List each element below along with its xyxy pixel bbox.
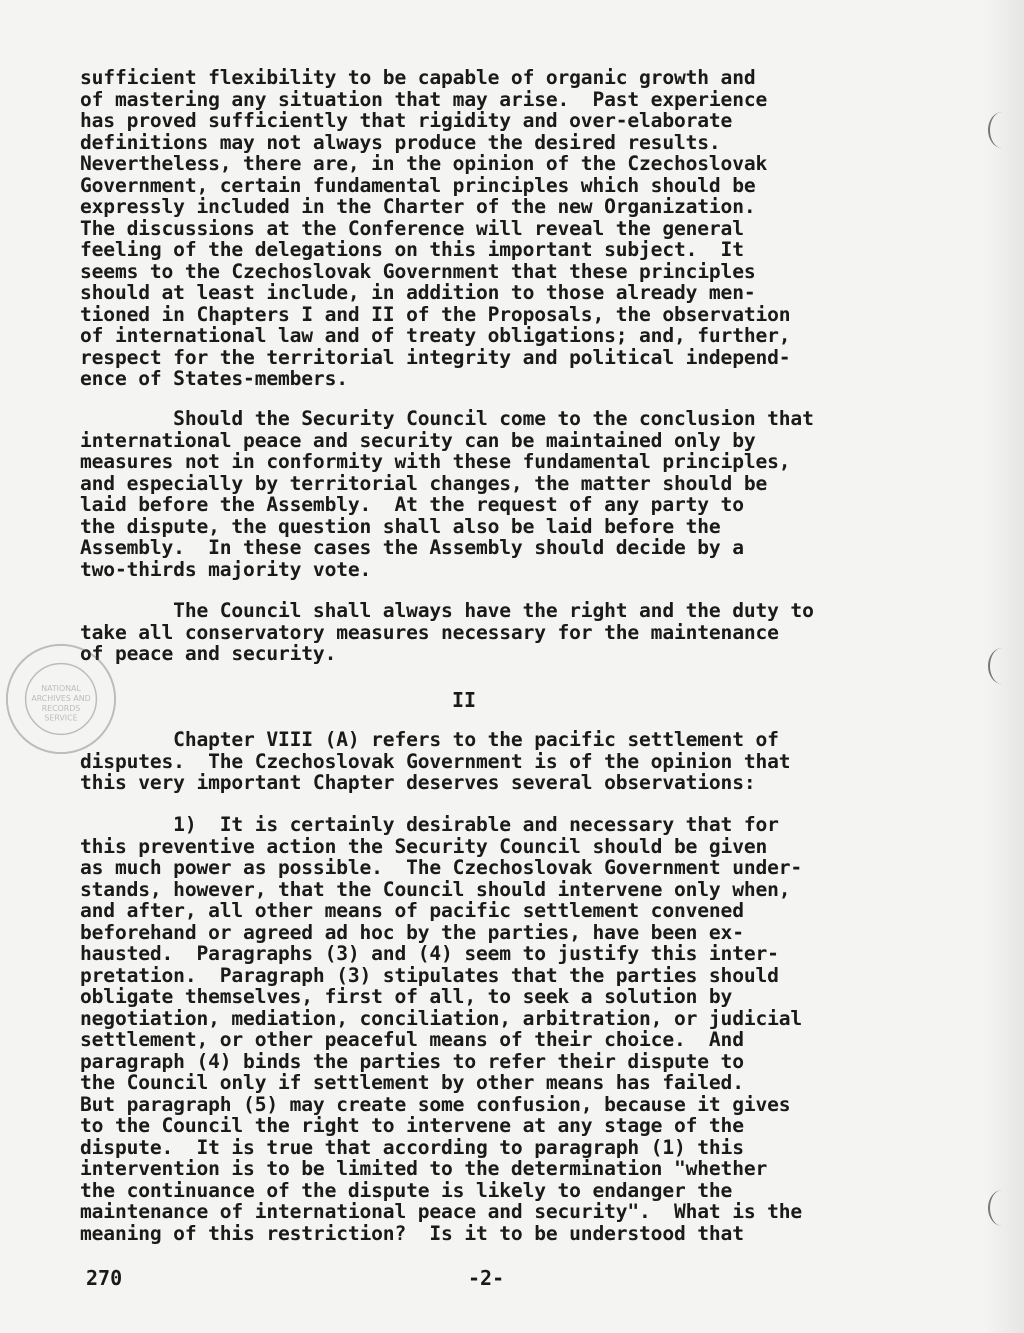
binder-hole-icon <box>988 1190 1016 1226</box>
paragraph-3 <box>80 600 900 665</box>
text-line: feeling of the delegations on this important subject. It <box>80 238 744 261</box>
text-line: Government, certain fundamental principles which should be <box>80 173 756 197</box>
text-line: seems to the Czechoslovak Government that these principles <box>80 259 756 283</box>
text-line: of peace and security. <box>80 642 337 665</box>
text-line: and after, all other means of pacific settlement convened <box>80 899 744 922</box>
text-line: meaning of this restriction? Is it to be understood that <box>80 1221 744 1245</box>
text-line: But paragraph (5) may create some confusion, because it gives <box>80 1092 791 1116</box>
text-line: expressly included in the Charter of the new Organization. <box>80 195 756 218</box>
text-line: international peace and security can be maintained only by <box>80 428 756 452</box>
text-line: stands, however, that the Council should intervene only when, <box>80 877 791 901</box>
text-line: Assembly. In these cases the Assembly should decide by a <box>80 536 744 559</box>
svg-text:ARCHIVES AND: ARCHIVES AND <box>31 693 91 703</box>
text-line: the dispute, the question shall also be laid before the <box>80 514 721 538</box>
text-line: laid before the Assembly. At the request of any party to <box>80 493 744 516</box>
text-line: Chapter VIII (A) refers to the pacific settlement of <box>80 728 779 751</box>
text-line: the Council only if settlement by other means has failed. <box>80 1071 744 1094</box>
paragraph-2 <box>80 408 900 580</box>
text-line: of international law and of treaty obligations; and, further, <box>80 324 791 347</box>
text-line: Nevertheless, there are, in the opinion of the Czechoslovak <box>80 152 768 175</box>
text-line: respect for the territorial integrity and political independ- <box>80 345 791 369</box>
text-line: has proved sufficiently that rigidity and over-elaborate <box>80 109 733 132</box>
text-line: intervention is to be limited to the determination "whether <box>80 1157 768 1180</box>
footer-page-number: -2- <box>468 1266 505 1290</box>
text-line: of mastering any situation that may arise. Past experience <box>80 87 768 111</box>
text-line: paragraph (4) binds the parties to refer their dispute to <box>80 1049 744 1073</box>
binder-hole-icon <box>988 648 1016 684</box>
text-line: this preventive action the Security Council should be given <box>80 834 768 858</box>
text-line: beforehand or agreed ad hoc by the parties, have been ex- <box>80 920 744 944</box>
text-line: measures not in conformity with these fundamental principles, <box>80 450 791 473</box>
text-line: take all conservatory measures necessary for the maintenance <box>80 620 779 644</box>
text-line: obligate themselves, first of all, to seek a solution by <box>80 985 733 1008</box>
text-line: 1) It is certainly desirable and necessary that for <box>80 813 779 836</box>
text-line: tioned in Chapters I and II of the Proposals, the observation <box>80 302 791 326</box>
binder-hole-icon <box>988 112 1016 148</box>
text-line: negotiation, mediation, conciliation, arbitration, or judicial <box>80 1006 803 1030</box>
text-line: definitions may not always produce the desired results. <box>80 130 721 154</box>
text-line: The discussions at the Conference will reveal the general <box>80 216 744 240</box>
text-line: and especially by territorial changes, the matter should be <box>80 471 768 495</box>
text-line: disputes. The Czechoslovak Government is of the opinion that <box>80 749 791 773</box>
paragraph-1 <box>80 67 900 390</box>
text-line: to the Council the right to intervene at any stage of the <box>80 1114 744 1137</box>
text-line: should at least include, in addition to those already men- <box>80 281 756 304</box>
text-line: this very important Chapter deserves several observations: <box>80 771 756 794</box>
paragraph-5 <box>80 814 900 1244</box>
section-heading: II <box>452 688 477 712</box>
paragraph-4 <box>80 729 900 794</box>
text-line: maintenance of international peace and security". What is the <box>80 1200 803 1223</box>
text-line: Should the Security Council come to the conclusion that <box>80 407 814 430</box>
svg-text:NATIONAL: NATIONAL <box>41 684 81 694</box>
text-line: pretation. Paragraph (3) stipulates that the parties should <box>80 963 779 987</box>
archive-stamp-icon <box>2 640 120 758</box>
svg-text:SERVICE: SERVICE <box>44 713 78 723</box>
text-line: settlement, or other peaceful means of their choice. And <box>80 1028 744 1051</box>
text-line: two-thirds majority vote. <box>80 557 372 581</box>
text-line: the continuance of the dispute is likely to endanger the <box>80 1178 733 1202</box>
text-line: ence of States-members. <box>80 367 348 390</box>
text-line: as much power as possible. The Czechoslovak Government under- <box>80 856 803 879</box>
svg-text:RECORDS: RECORDS <box>41 703 81 713</box>
text-line: hausted. Paragraphs (3) and (4) seem to justify this inter- <box>80 942 779 965</box>
footer-document-number: 270 <box>86 1266 123 1290</box>
text-line: The Council shall always have the right and the duty to <box>80 599 814 622</box>
text-line: dispute. It is true that according to paragraph (1) this <box>80 1135 744 1159</box>
text-line: sufficient flexibility to be capable of organic growth and <box>80 66 756 89</box>
